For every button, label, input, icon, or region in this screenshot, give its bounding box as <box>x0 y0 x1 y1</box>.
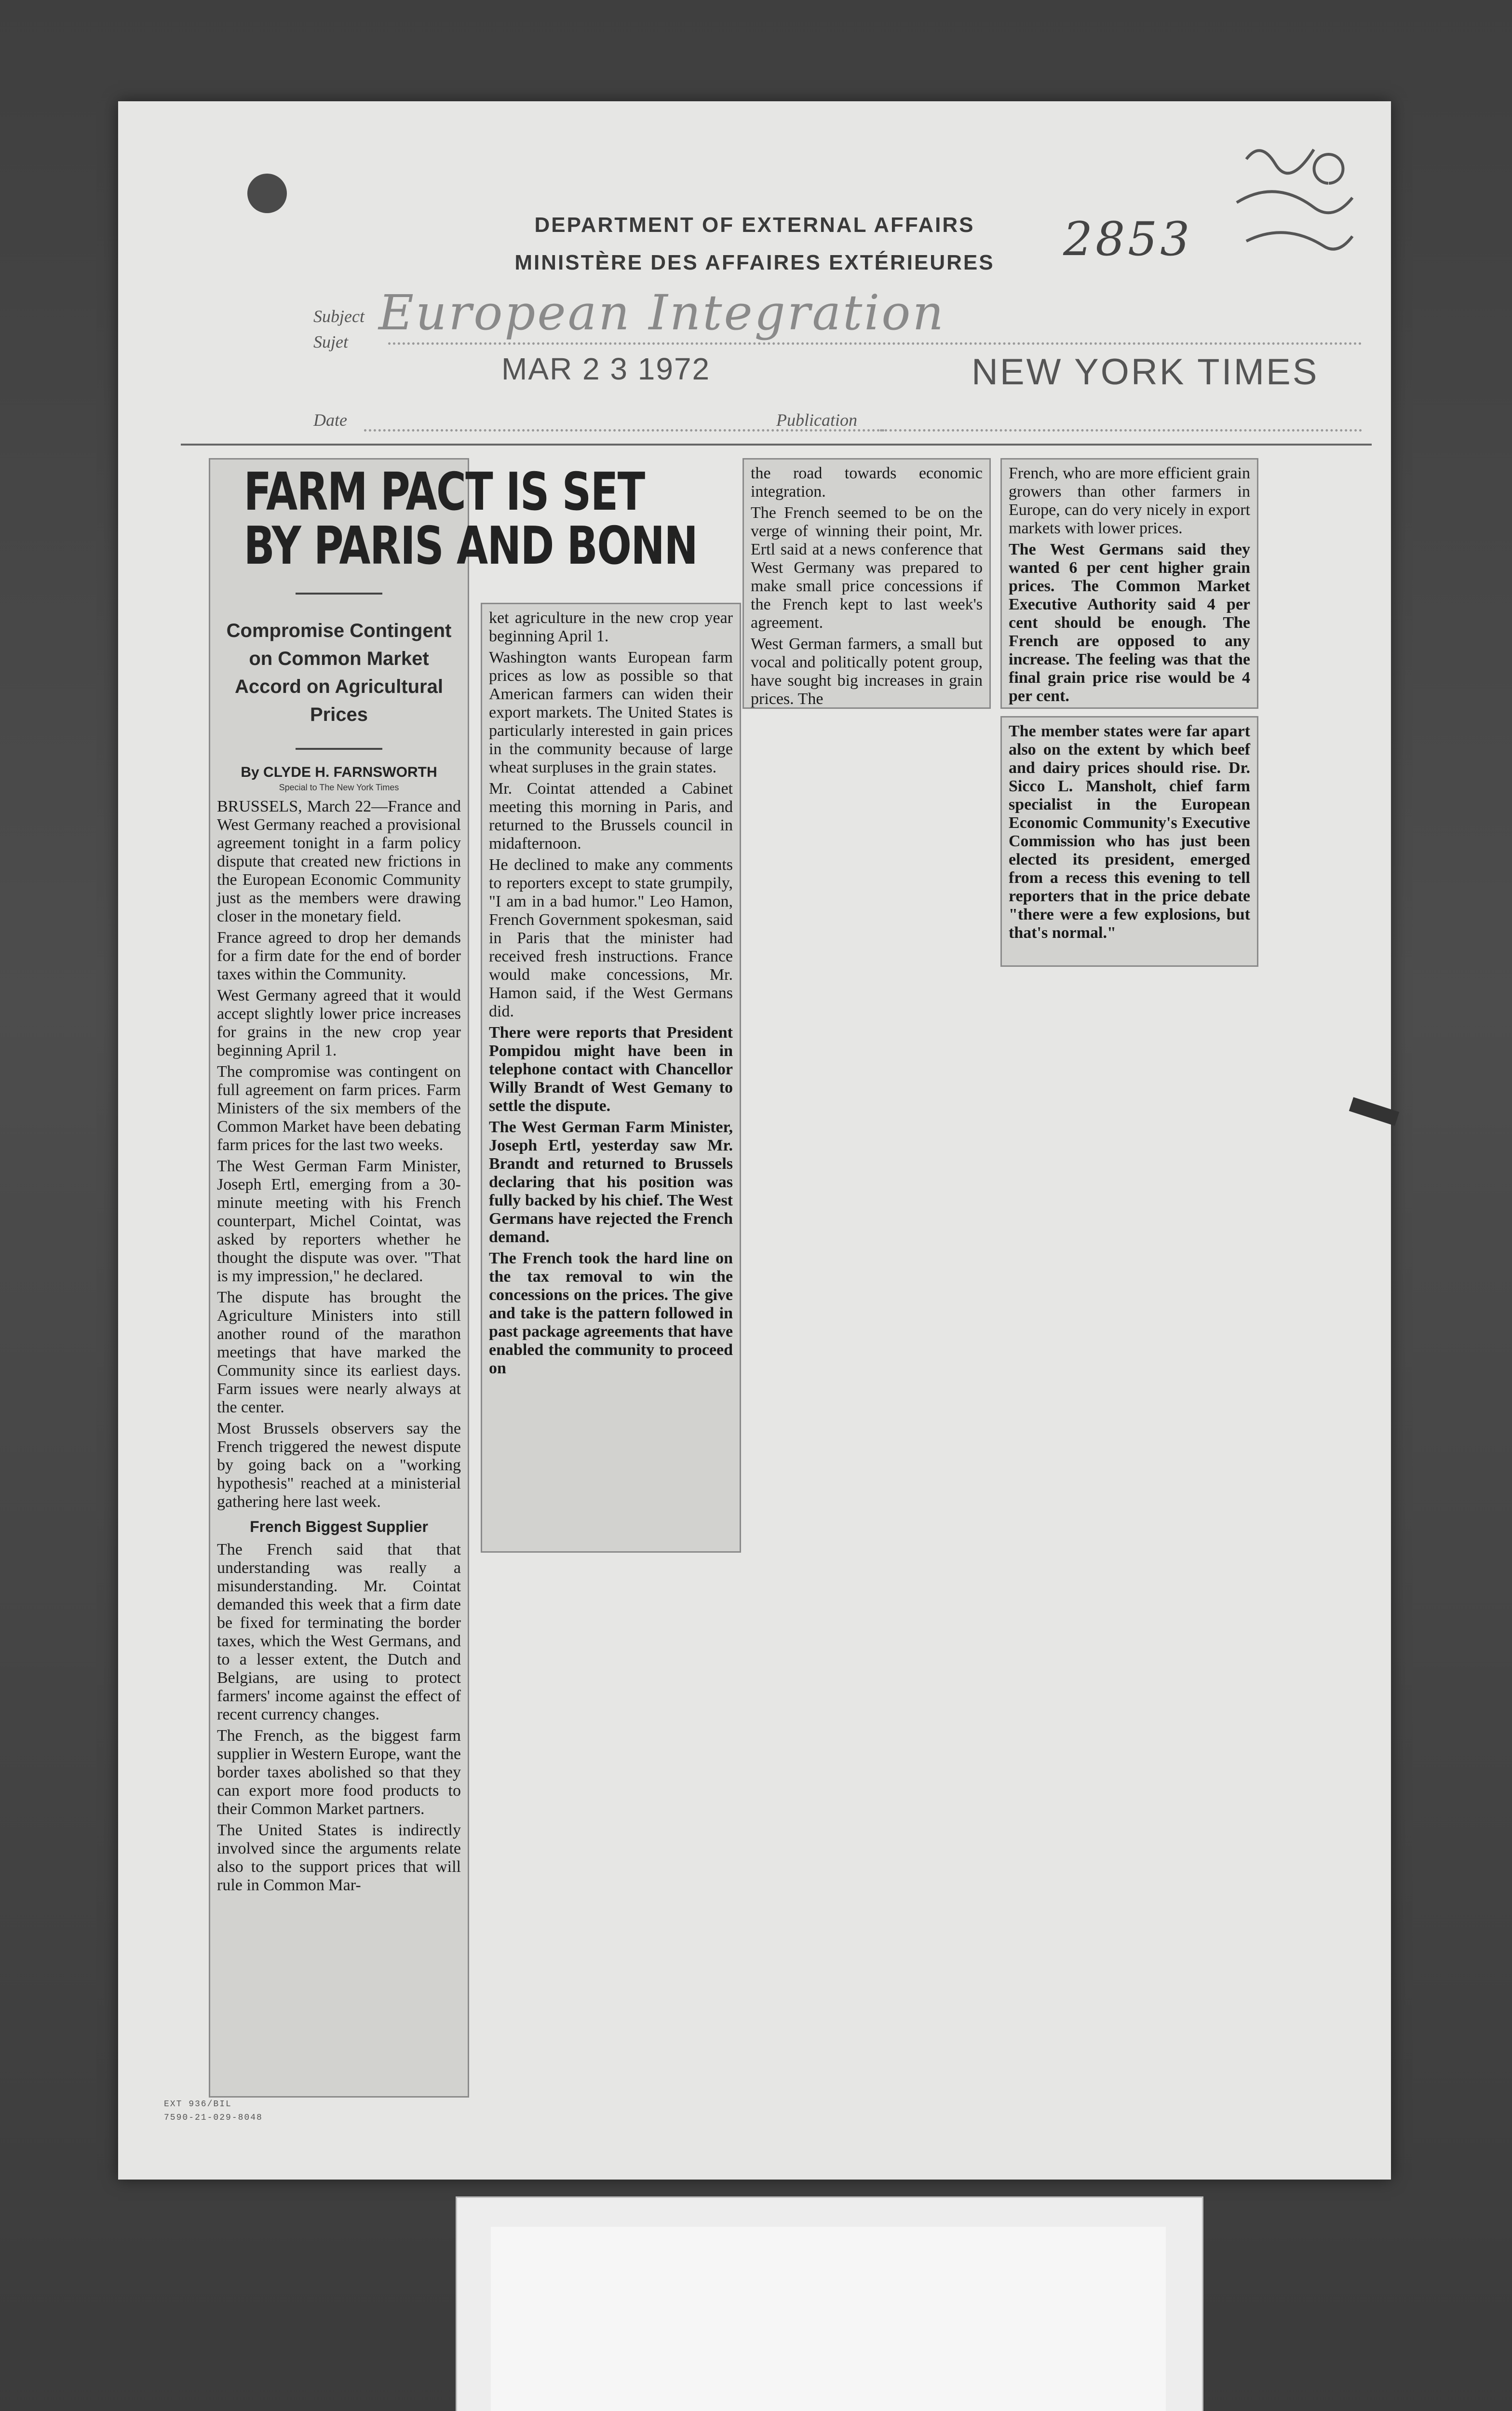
header-rule <box>181 444 1372 446</box>
paragraph: The United States is indirectly involved since the arguments relate also to the support prices that will rule in Common Mar- <box>217 1821 461 1894</box>
subject-line <box>388 342 1362 345</box>
article-column-3 <box>742 458 991 709</box>
headline-line-1: FARM PACT IS SET <box>243 462 645 522</box>
article-subhead: Compromise Contingent on Common Market Accord on Agricultural Prices <box>226 620 452 725</box>
headline-separator <box>296 593 382 595</box>
paragraph: The French seemed to be on the verge of winning their point, Mr. Ertl said at a news conference that West Germany was prepared to make small price concessions if the French kept to last week's agreement. <box>751 504 983 632</box>
article-byline: By CLYDE H. FARNSWORTH <box>241 764 437 780</box>
punch-hole <box>247 174 287 213</box>
article-column-2 <box>481 603 741 1553</box>
date-stamp: MAR 2 3 1972 <box>501 352 711 386</box>
date-label: Date <box>313 410 347 430</box>
publication-stamp: NEW YORK TIMES <box>972 352 1319 393</box>
paragraph: West Germany agreed that it would accept slightly lower price increases for grains in the new crop year beginning April 1. <box>217 987 461 1059</box>
paragraph: French, who are more efficient grain growers than other farmers in Europe, can do very nicely in export markets with lower prices. <box>1009 464 1250 537</box>
paragraph: The French said that that understanding was really a misunderstanding. Mr. Cointat demanded this week that a firm date be fixed for terminating the border taxes, which the West Germans, and to a lesser extent, the Dutch and Belgians, are using to protect farmers' income against the effect of recent currency changes. <box>217 1541 461 1723</box>
sujet-label: Sujet <box>313 332 348 352</box>
form-code <box>164 2098 263 2125</box>
paragraph: BRUSSELS, March 22—France and West Germany reached a provisional agreement tonight in a farm policy dispute that created new frictions in the European Economic Community just as the members were drawing closer in the monetary field. <box>217 798 461 925</box>
article-headline <box>243 462 698 576</box>
publication-label: Publication <box>776 410 857 430</box>
section-heading: French Biggest Supplier <box>250 1518 428 1535</box>
handwritten-initials <box>1217 130 1362 294</box>
paragraph: the road towards economic integration. <box>751 464 983 501</box>
paragraph: The French, as the biggest farm supplier in Western Europe, want the border taxes abolished so that they can export more food products to their Common Market partners. <box>217 1727 461 1818</box>
byline-credit: Special to The New York Times <box>279 783 399 792</box>
file-reference-handwritten: 2853 <box>1063 212 1193 266</box>
paragraph: The dispute has brought the Agriculture Ministers into still another round of the marathon meetings that have marked the Community since its earliest days. Farm issues were nearly always at the center. <box>217 1288 461 1416</box>
headline-line-2: BY PARIS AND BONN <box>243 516 698 576</box>
department-name-english: DEPARTMENT OF EXTERNAL AFFAIRS <box>534 213 975 237</box>
form-code-line-1: EXT 936/BIL <box>164 2099 232 2109</box>
paragraph: Washington wants European farm prices as low as possible so that American farmers can widen their export markets. The United States is particularly interested in gain prices in the community because of large wheat surpluses in the grain states. <box>489 649 733 776</box>
article-column-4-continued <box>1000 716 1258 967</box>
paragraph: The West German Farm Minister, Joseph Ertl, emerging from a 30-minute meeting with his French counterpart, Michel Cointat, was asked by reporters whether he thought the dispute was over. "That is my impression," he declared. <box>217 1157 461 1285</box>
paragraph: The West German Farm Minister, Joseph Ertl, yesterday saw Mr. Brandt and returned to Brussels declaring that his position was fully backed by his chief. The West Germans have rejected the French demand. <box>489 1118 733 1246</box>
microfilm-label-tab <box>456 2196 1203 2411</box>
publication-line <box>880 429 1362 432</box>
paragraph: He declined to make any comments to reporters except to state grumpily, "I am in a bad humor." Leo Hamon, French Government spokesman, said in Paris that the minister had received fresh instructions. France would make concessions, Mr. Hamon said, if the West Germans did. <box>489 856 733 1020</box>
paragraph: The compromise was contingent on full agreement on farm prices. Farm Ministers of the six members of the Common Market have been debating farm prices for the last two weeks. <box>217 1063 461 1154</box>
form-code-line-2: 7590-21-029-8048 <box>164 2113 263 2123</box>
paragraph: France agreed to drop her demands for a firm date for the end of border taxes within the Community. <box>217 929 461 983</box>
paragraph: The West Germans said they wanted 6 per cent higher grain prices. The Common Market Executive Authority said 4 per cent should be enough. The French are opposed to any increase. The feeling was that the final grain price rise would be 4 per cent. <box>1009 541 1250 705</box>
article-column-4 <box>1000 458 1258 709</box>
subhead-separator <box>296 748 382 750</box>
paragraph: There were reports that President Pompidou might have been in telephone contact with Chancellor Willy Brandt of West Gemany to settle the dispute. <box>489 1024 733 1115</box>
paragraph: Most Brussels observers say the French triggered the newest dispute by going back on a "working hypothesis" reached at a ministerial gathering here last week. <box>217 1420 461 1511</box>
department-name-french: MINISTÈRE DES AFFAIRES EXTÉRIEURES <box>514 251 995 274</box>
paragraph: The member states were far apart also on the extent by which beef and dairy prices should rise. Dr. Sicco L. Mansholt, chief farm specialist in the European Economic Community's Executive Commission who has just been elected its president, emerged from a recess this evening to tell reporters that in the price debate "there were a few explosions, but that's normal." <box>1009 722 1250 942</box>
microfilm-label-blank <box>491 2227 1166 2411</box>
paragraph: The French took the hard line on the tax removal to win the concessions on the prices. The give and take is the pattern followed in past package agreements that have enabled the community to proceed on <box>489 1249 733 1377</box>
paragraph: West German farmers, a small but vocal and politically potent group, have sought big increases in grain prices. The <box>751 635 983 708</box>
clipping-form-sheet <box>118 101 1391 2180</box>
paragraph: ket agriculture in the new crop year beginning April 1. <box>489 609 733 645</box>
paragraph: Mr. Cointat attended a Cabinet meeting this morning in Paris, and returned to the Brussels council in midafternoon. <box>489 780 733 853</box>
subject-label: Subject <box>313 307 364 326</box>
subject-value: European Integration <box>378 284 945 341</box>
